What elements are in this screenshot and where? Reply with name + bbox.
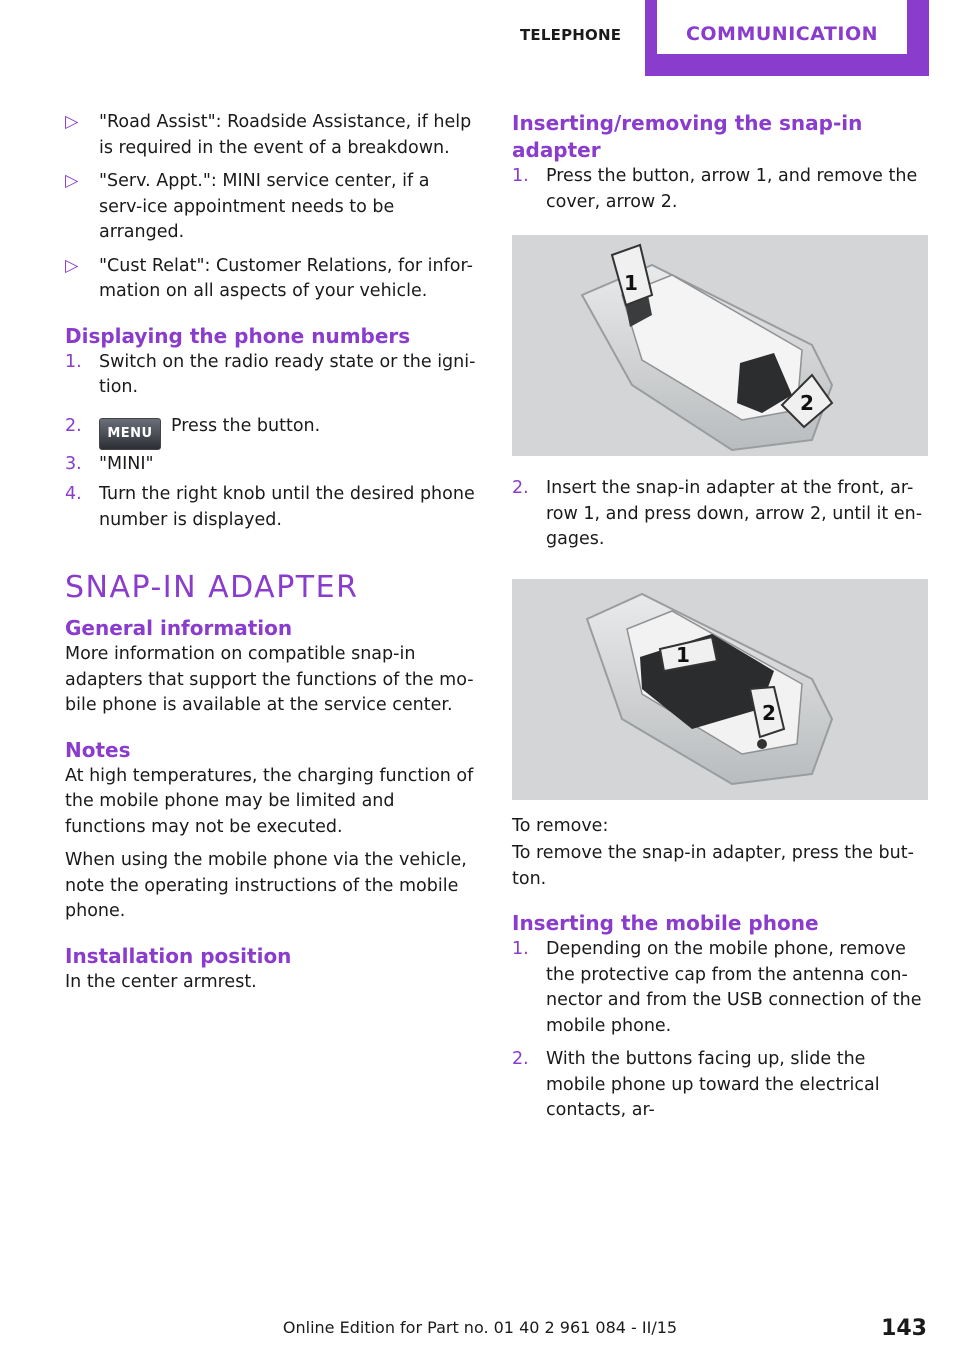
notes-text: At high temperatures, the charging function of the mobile phone may be limited and functions may not be executed. [65, 765, 474, 837]
step-item [512, 164, 928, 215]
step-text: "MINI" [99, 453, 154, 474]
adapter-insertion-illustration [512, 579, 928, 800]
step-item [65, 452, 477, 478]
installation-heading: Installation position [65, 943, 292, 968]
step-number: 1. [512, 166, 529, 186]
general-text: More information on compatible snap-in adapters that support the functions of the mo-bile phone is available at the service center. [65, 644, 474, 715]
remove-text: To remove the snap-in adapter, press the but-ton. [512, 843, 914, 889]
chapter-label: COMMUNICATION [657, 0, 907, 54]
step-number: 2. [512, 478, 529, 498]
notes-text: When using the mobile phone via the vehicle, note the operating instructions of the mobile phone. [65, 850, 467, 921]
cover-removal-illustration [512, 235, 928, 456]
menu-button-icon: MENU [99, 418, 161, 450]
step-number: 1. [65, 351, 82, 372]
step-number: 1. [512, 939, 529, 959]
step-item [512, 476, 928, 553]
step-text: With the buttons facing up, slide the mobile phone up toward the electrical contacts, ar- [546, 1049, 880, 1120]
section-label: TELEPHONE [520, 26, 622, 44]
bullet-text: "Serv. Appt.": MINI service center, if a serv-ice appointment needs to be arranged. [99, 171, 430, 242]
notes-heading: Notes [65, 737, 131, 762]
right-column [512, 110, 928, 1124]
triangle-bullet-icon: ▷ [65, 171, 79, 191]
step-text: Press the button. [171, 415, 321, 436]
bullet-text: "Road Assist": Roadside Assistance, if help is required in the event of a breakdown. [99, 112, 472, 158]
arrow-label: 1 [624, 271, 638, 295]
section-title: SNAP-IN ADAPTER [65, 570, 359, 605]
arrow-label: 1 [676, 642, 690, 667]
step-number: 4. [65, 484, 82, 504]
remove-label: To remove: [512, 815, 609, 836]
step-number: 3. [65, 453, 82, 474]
insert-heading: Inserting/removing the snap-in adapter [512, 111, 863, 162]
bullet-item [65, 110, 477, 161]
edition-footer: Online Edition for Part no. 01 40 2 961 084 - II/15 [282, 1318, 678, 1337]
installation-text: In the center armrest. [65, 971, 257, 992]
bullet-item [65, 169, 477, 246]
arrow-label: 2 [762, 700, 776, 725]
triangle-bullet-icon: ▷ [65, 112, 79, 132]
step-text: Depending on the mobile phone, remove the protective cap from the antenna con-nector and from the USB connection of the mobile phone. [546, 939, 922, 1036]
left-column [65, 110, 477, 995]
display-heading: Displaying the phone numbers [65, 323, 411, 348]
step-item [65, 482, 477, 533]
general-heading: General information [65, 616, 293, 640]
step-item [512, 1047, 928, 1124]
step-number: 2. [65, 415, 82, 436]
bullet-item [65, 254, 477, 305]
step-text: Switch on the radio ready state or the igni-tion. [99, 351, 476, 397]
step-text: Press the button, arrow 1, and remove the cover, arrow 2. [546, 166, 918, 212]
step-number: 2. [512, 1049, 529, 1069]
step-text: Turn the right knob until the desired phone number is displayed. [99, 484, 475, 530]
step-item [512, 937, 928, 1039]
step-item [65, 409, 477, 450]
triangle-bullet-icon: ▷ [65, 255, 79, 276]
step-text: Insert the snap-in adapter at the front, ar-row 1, and press down, arrow 2, until it en-gages. [546, 478, 923, 549]
chapter-tab [645, 0, 929, 76]
step-item [65, 350, 477, 401]
bullet-text: "Cust Relat": Customer Relations, for infor-mation on all aspects of your vehicle. [99, 255, 473, 301]
arrow-label: 2 [800, 391, 814, 415]
phone-heading: Inserting the mobile phone [512, 911, 819, 935]
page-number: 143 [881, 1316, 927, 1341]
